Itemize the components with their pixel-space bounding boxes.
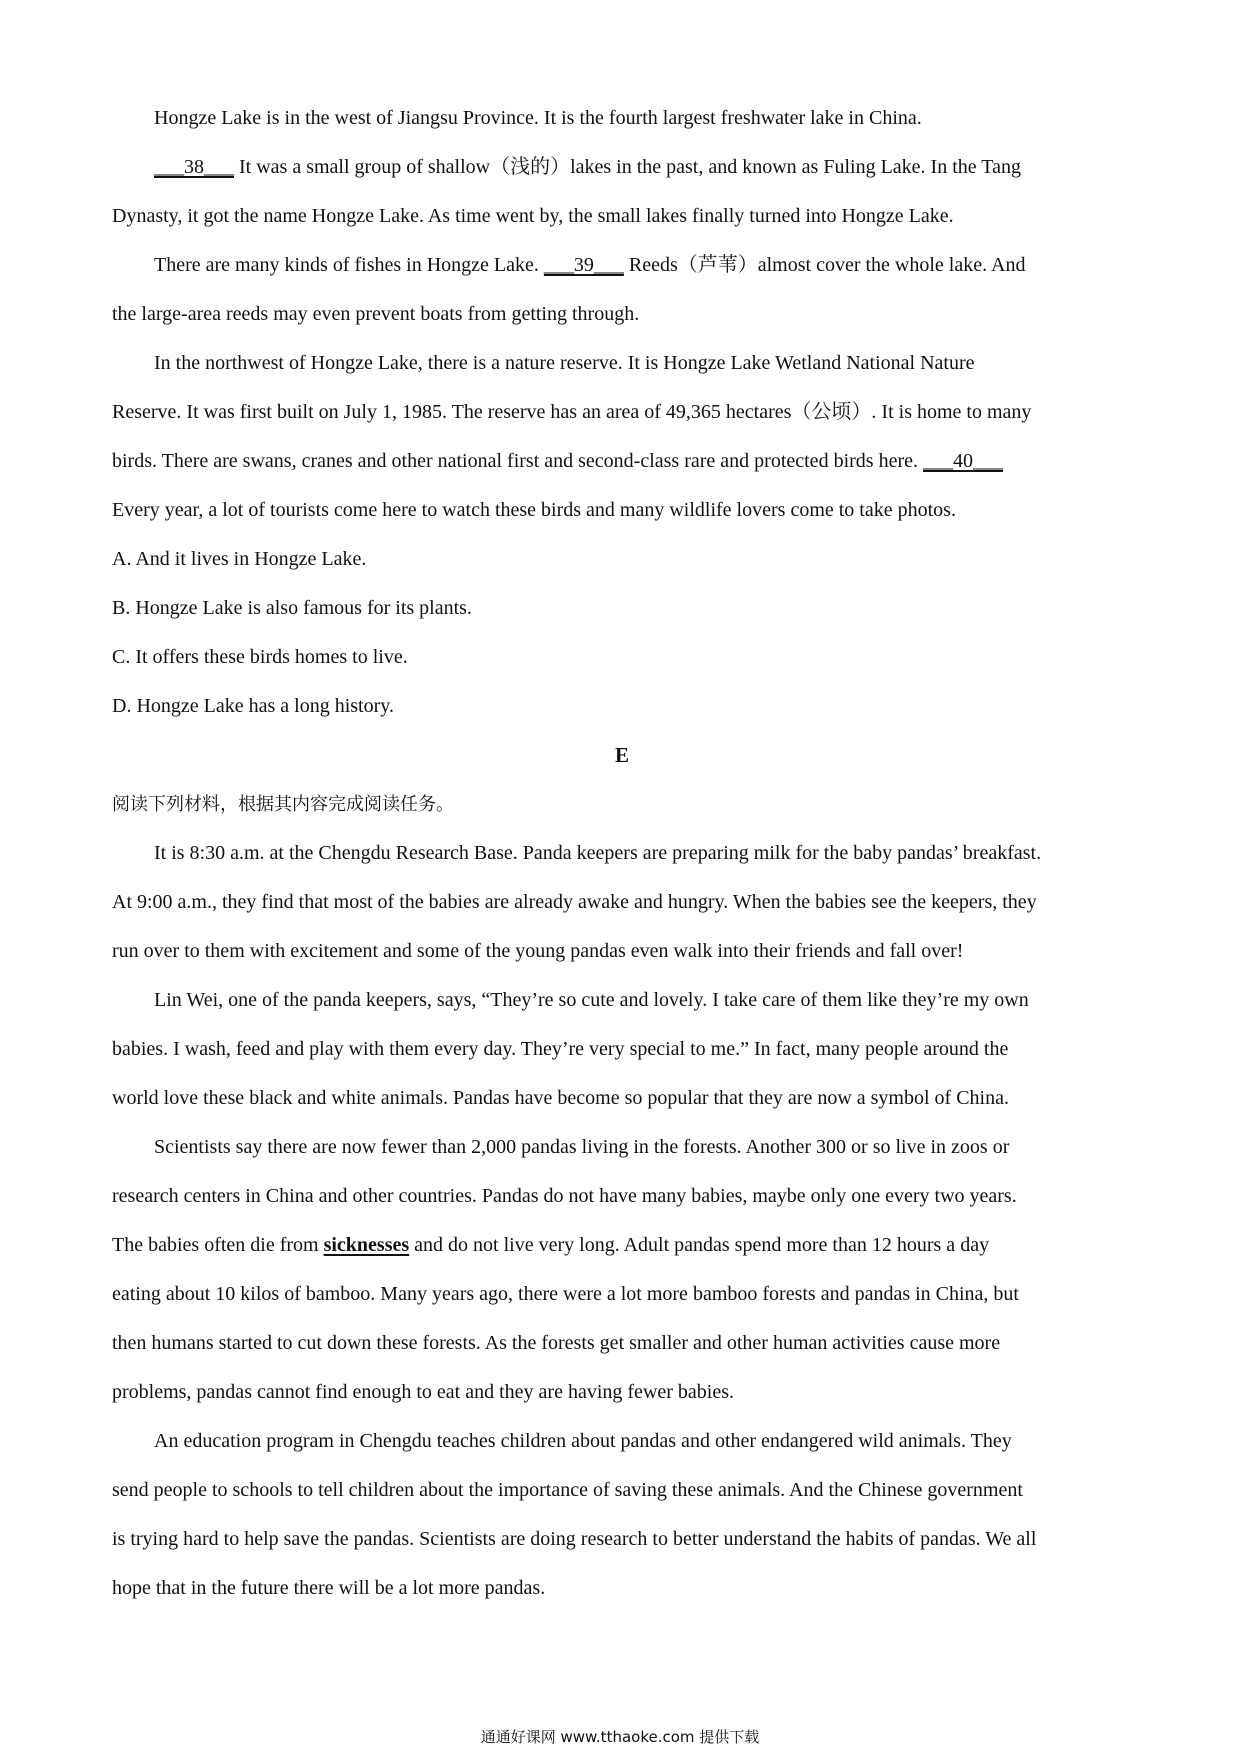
paragraph-4-line-3: is trying hard to help save the pandas. Scientists are doing research to better understand the habits of pandas. We all bbox=[112, 1528, 1037, 1550]
text-fragment: and do not live very long. Adult pandas spend more than 12 hours a day bbox=[409, 1234, 990, 1256]
paragraph-1-line-2: At 9:00 a.m., they find that most of the babies are already awake and hungry. When the babies see the keepers, they bbox=[112, 891, 1037, 913]
text-fragment: birds. There are swans, cranes and other national first and second-class rare and protected birds here. bbox=[112, 450, 923, 472]
option-c: C. It offers these birds homes to live. bbox=[112, 646, 408, 668]
paragraph-3-line-3 bbox=[112, 1221, 1132, 1270]
option-a: A. And it lives in Hongze Lake. bbox=[112, 548, 367, 570]
page-footer: 通通好课网 www.tthaoke.com 提供下载 bbox=[480, 1728, 760, 1746]
text-fragment: Reeds（芦苇）almost cover the whole lake. And bbox=[623, 254, 1026, 276]
paragraph-3-line-2: research centers in China and other countries. Pandas do not have many babies, maybe only one every two years. bbox=[112, 1185, 1017, 1207]
paragraph-3-line-4: eating about 10 kilos of bamboo. Many years ago, there were a lot more bamboo forests and pandas in China, but bbox=[112, 1283, 1019, 1305]
paragraph-2-line-3: world love these black and white animals. Pandas have become so popular that they are now a symbol of China. bbox=[112, 1087, 1009, 1109]
document-body bbox=[112, 94, 1132, 1613]
paragraph-2-line-1: Lin Wei, one of the panda keepers, says, “They’re so cute and lovely. I take care of them like they’re my own bbox=[154, 989, 1029, 1011]
passage-d-paragraph-4-line-3 bbox=[112, 437, 1132, 486]
blank-38: ___38___ bbox=[154, 156, 234, 178]
section-instruction: 阅读下列材料，根据其内容完成阅读任务。 bbox=[112, 794, 454, 815]
section-heading: E bbox=[614, 743, 629, 767]
paragraph-4-line-4: hope that in the future there will be a lot more pandas. bbox=[112, 1577, 546, 1599]
paragraph-4-line-1: An education program in Chengdu teaches children about pandas and other endangered wild animals. They bbox=[154, 1430, 1012, 1452]
passage-d-paragraph-2-line-2: Dynasty, it got the name Hongze Lake. As time went by, the small lakes finally turned into Hongze Lake. bbox=[112, 205, 954, 227]
passage-d-paragraph-2-line-1 bbox=[112, 143, 1132, 192]
paragraph-1-line-3: run over to them with excitement and some of the young pandas even walk into their friends and fall over! bbox=[112, 940, 964, 962]
text-fragment: The babies often die from bbox=[112, 1234, 324, 1256]
paragraph-3-line-1: Scientists say there are now fewer than 2,000 pandas living in the forests. Another 300 or so live in zoos or bbox=[154, 1136, 1010, 1158]
paragraph-3-line-6: problems, pandas cannot find enough to eat and they are having fewer babies. bbox=[112, 1381, 735, 1403]
passage-d-paragraph-4-line-1: In the northwest of Hongze Lake, there is a nature reserve. It is Hongze Lake Wetland National Nature bbox=[154, 352, 975, 374]
option-d: D. Hongze Lake has a long history. bbox=[112, 695, 394, 717]
passage-d-paragraph-4-line-2: Reserve. It was first built on July 1, 1985. The reserve has an area of 49,365 hectares（公顷）. It is home to many bbox=[112, 401, 1032, 423]
passage-d-paragraph-4-line-4: Every year, a lot of tourists come here to watch these birds and many wildlife lovers come to take photos. bbox=[112, 499, 956, 521]
passage-d-paragraph-3-line-2: the large-area reeds may even prevent boats from getting through. bbox=[112, 303, 640, 325]
paragraph-2-line-2: babies. I wash, feed and play with them every day. They’re very special to me.” In fact, many people around the bbox=[112, 1038, 1009, 1060]
text-fragment: It was a small group of shallow（浅的）lakes in the past, and known as Fuling Lake. In the Tang bbox=[234, 156, 1021, 178]
text-fragment: There are many kinds of fishes in Hongze Lake. bbox=[154, 254, 544, 276]
passage-d-paragraph-3-line-1 bbox=[112, 241, 1132, 290]
underlined-keyword: sicknesses bbox=[323, 1234, 410, 1256]
passage-d-paragraph-1: Hongze Lake is in the west of Jiangsu Province. It is the fourth largest freshwater lake in China. bbox=[154, 107, 922, 129]
blank-40: ___40___ bbox=[922, 450, 1003, 472]
paragraph-4-line-2: send people to schools to tell children about the importance of saving these animals. And the Chinese government bbox=[112, 1479, 1023, 1501]
paragraph-1-line-1: It is 8:30 a.m. at the Chengdu Research Base. Panda keepers are preparing milk for the baby pandas’ breakfast. bbox=[154, 842, 1042, 864]
option-b: B. Hongze Lake is also famous for its plants. bbox=[112, 597, 472, 619]
paragraph-3-line-5: then humans started to cut down these forests. As the forests get smaller and other human activities cause more bbox=[112, 1332, 1001, 1354]
blank-39: ___39___ bbox=[543, 254, 624, 276]
